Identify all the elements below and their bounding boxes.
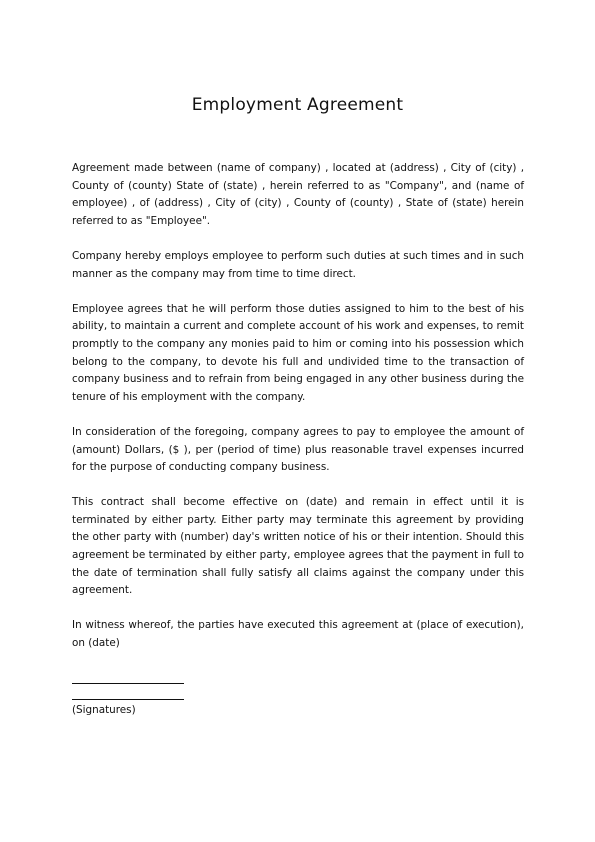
paragraph-parties: Agreement made between (name of company) , located at (address) , City of (city) , County of (county) State of (state) , herein referred to as "Company", and (name of employee) , of (address) , City of (city) , County of (county) , State of (state) herein referred to as "Employee". bbox=[72, 162, 524, 227]
signature-block bbox=[72, 670, 524, 720]
signature-line-2 bbox=[72, 684, 184, 700]
paragraph-witness: In witness whereof, the parties have executed this agreement at (place of execution), on (date) bbox=[72, 619, 524, 650]
signature-line-1 bbox=[72, 670, 184, 684]
paragraph-duties: Employee agrees that he will perform those duties assigned to him to the best of his ability, to maintain a current and complete account of his work and expenses, to remit promptly to the company any monies paid to him or coming into his possession which belong to the company, to devote his full and undivided time to the transaction of company business and to refrain from being engaged in any other business during the tenure of his employment with the company. bbox=[72, 302, 524, 403]
paragraph-term: This contract shall become effective on (date) and remain in effect until it is terminated by either party. Either party may terminate this agreement by providing the other party with (number) day's written notice of his or their intention. Should this agreement be terminated by either party, employee agrees that the payment in full to the date of termination shall fully satisfy all claims against the company under this agreement. bbox=[72, 496, 524, 597]
paragraph-employment: Company hereby employs employee to perform such duties at such times and in such manner as the company may from time to time direct. bbox=[72, 249, 524, 280]
paragraph-compensation: In consideration of the foregoing, company agrees to pay to employee the amount of (amount) Dollars, ($ ), per (period of time) plus reasonable travel expenses incurred for the purpose of conducting company business. bbox=[72, 425, 524, 474]
document-title: Employment Agreement bbox=[191, 95, 404, 115]
signature-label: (Signatures) bbox=[72, 704, 136, 717]
document-body bbox=[72, 160, 524, 720]
